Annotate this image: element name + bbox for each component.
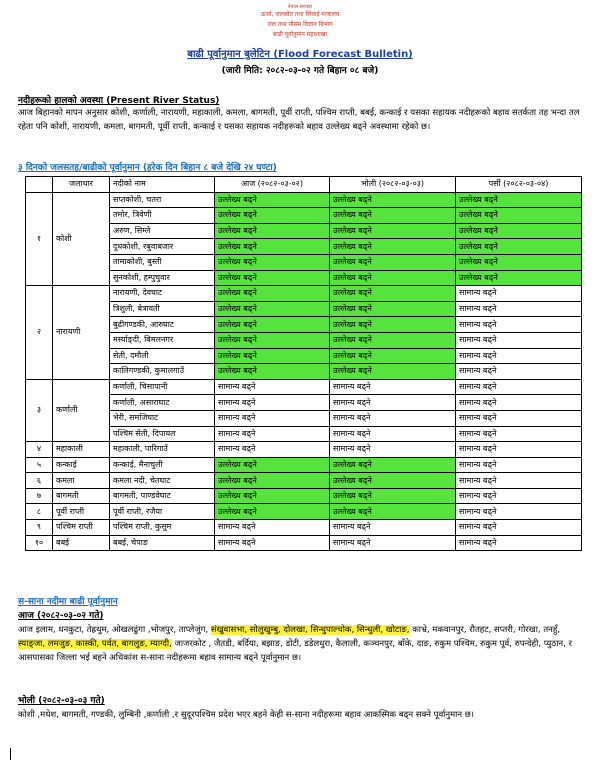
river-station: दुधकोशी, रबुवाबजार xyxy=(110,239,215,255)
forecast-cell-dayafter: सामान्य बढ्ने xyxy=(456,301,582,317)
forecast-row xyxy=(26,192,582,208)
forecast-cell-tomorrow: उल्लेख्य बढ्ने xyxy=(330,286,456,302)
forecast-cell-today: उल्लेख्य बढ्ने xyxy=(215,473,330,489)
forecast-cell-dayafter: सामान्य बढ्ने xyxy=(456,426,582,442)
forecast-cell-tomorrow: सामान्य बढ्ने xyxy=(330,426,456,442)
forecast-cell-dayafter: उल्लेख्य बढ्ने xyxy=(456,254,582,270)
river-station: महाकाली, पारिगाउँ xyxy=(110,442,215,458)
forecast-cell-tomorrow: उल्लेख्य बढ्ने xyxy=(330,348,456,364)
river-station: तामाकोशी, बुस्ती xyxy=(110,254,215,270)
header-ministry: ऊर्जा, जलस्रोत तथा सिंचाई मन्त्रालय xyxy=(260,11,340,18)
forecast-cell-dayafter: उल्लेख्य बढ्ने xyxy=(456,239,582,255)
forecast-cell-today: उल्लेख्य बढ्ने xyxy=(215,223,330,239)
forecast-cell-dayafter: सामान्य बढ्ने xyxy=(456,410,582,426)
forecast-cell-dayafter: सामान्य बढ्ने xyxy=(456,520,582,536)
river-station: अरुण, सिम्ले xyxy=(110,223,215,239)
basin-name: कर्णाली xyxy=(53,379,110,441)
issue-date: (जारी मिति: २०८२-०३-०२ गते बिहान ०८ बजे) xyxy=(221,66,379,76)
river-status-heading: नदीहरूको हालको अवस्था (Present River Status) xyxy=(18,96,220,106)
forecast-cell-today: उल्लेख्य बढ्ने xyxy=(215,254,330,270)
basin-name: पश्चिम राप्ती xyxy=(53,520,110,536)
forecast-row xyxy=(26,332,582,348)
forecast-heading: ३ दिनको जलसतह/बाढीको पूर्वानुमान (हरेक दिन बिहान ८ बजे देखि २४ घण्टा) xyxy=(18,163,277,173)
forecast-cell-today: उल्लेख्य बढ्ने xyxy=(215,286,330,302)
basin-name: पूर्वी राप्ती xyxy=(53,504,110,520)
forecast-cell-tomorrow: उल्लेख्य बढ्ने xyxy=(330,192,456,208)
header-government: नेपाल सरकार xyxy=(287,4,313,10)
basin-number: ६ xyxy=(26,473,53,489)
forecast-cell-tomorrow: उल्लेख्य बढ्ने xyxy=(330,239,456,255)
forecast-row xyxy=(26,286,582,302)
forecast-cell-tomorrow: उल्लेख्य बढ्ने xyxy=(330,317,456,333)
forecast-cell-tomorrow: सामान्य बढ्ने xyxy=(330,535,456,551)
forecast-cell-dayafter: सामान्य बढ्ने xyxy=(456,379,582,395)
forecast-cell-dayafter: सामान्य बढ्ने xyxy=(456,473,582,489)
forecast-row xyxy=(26,535,582,551)
today-districts-1: आज इलाम, धनकुटा, तेह्रथुम, ओखलढुंगा ,भोजपुर, ताप्लेजुंग, xyxy=(18,625,211,635)
basin-number: १ xyxy=(26,192,53,286)
forecast-row xyxy=(26,520,582,536)
river-station: बुढीगण्डकी, आरुघाट xyxy=(110,317,215,333)
river-station: पश्चिम सेती, दिपायल xyxy=(110,426,215,442)
forecast-cell-dayafter: उल्लेख्य बढ्ने xyxy=(456,192,582,208)
forecast-cell-today: उल्लेख्य बढ्ने xyxy=(215,317,330,333)
river-station: तमोर, त्रिवेणी xyxy=(110,208,215,224)
basin-number: ४ xyxy=(26,442,53,458)
river-station: पश्चिम राप्ती, कुसुम xyxy=(110,520,215,536)
forecast-cell-today: सामान्य बढ्ने xyxy=(215,520,330,536)
basin-number: ७ xyxy=(26,488,53,504)
forecast-row xyxy=(26,364,582,380)
basin-name: बबई xyxy=(53,535,110,551)
forecast-table xyxy=(25,176,582,551)
small-rivers-today-label: आज (२०८२-०३-०२ गते) xyxy=(18,611,104,621)
forecast-cell-dayafter: सामान्य बढ्ने xyxy=(456,395,582,411)
header-division: बाढी पूर्वानुमान महाशाखा xyxy=(272,31,328,38)
forecast-cell-tomorrow: उल्लेख्य बढ्ने xyxy=(330,270,456,286)
basin-name: कमला xyxy=(53,473,110,489)
forecast-cell-tomorrow: सामान्य बढ्ने xyxy=(330,442,456,458)
basin-name: कन्काई xyxy=(53,457,110,473)
basin-name: महाकाली xyxy=(53,442,110,458)
forecast-row xyxy=(26,426,582,442)
forecast-cell-tomorrow: उल्लेख्य बढ्ने xyxy=(330,208,456,224)
small-rivers-heading: स-साना नदीमा बाढी पूर्वानुमान xyxy=(18,597,118,607)
margin-mark xyxy=(10,748,11,760)
forecast-cell-dayafter: सामान्य बढ्ने xyxy=(456,348,582,364)
forecast-cell-tomorrow: सामान्य बढ्ने xyxy=(330,395,456,411)
small-rivers-tomorrow-text: कोशी ,मधेश, बागमती, गण्डकी, लुम्बिनी ,कर्णाली ,र सुदूरपश्चिम प्रदेश भएर बहने केही स-साना नदीहरूमा बहाव आकस्मिक बढ्न सक्ने पूर्वानुमान छ। xyxy=(18,710,474,720)
forecast-cell-tomorrow: उल्लेख्य बढ्ने xyxy=(330,504,456,520)
basin-number: ८ xyxy=(26,504,53,520)
river-status-text: आज बिहानको मापन अनुसार कोशी, कर्णाली, नारायणी, महाकाली, कमला, बागमती, पूर्वी राप्ती, पश्चिम राप्ती, बबई, कन्काई र यसका सहायक नदीहरूको बहाव सतर्कता तह भन्दा तल रहेता पनि कोशी, नारायणी, कमला, बागमती, पूर्वी राप्ती, कन्काई र यसका सहायक नदीहरूको बहाव उल्लेख्य बढ्ने अवस्थामा रहेको छ। xyxy=(18,108,580,132)
bulletin-title: बाढी पूर्वानुमान बुलेटिन (Flood Forecast Bulletin) xyxy=(187,49,413,60)
forecast-row xyxy=(26,223,582,239)
river-station: सप्तकोशी, चतरा xyxy=(110,192,215,208)
col-header-basin: जलाधार xyxy=(53,177,110,193)
forecast-cell-dayafter: सामान्य बढ्ने xyxy=(456,364,582,380)
forecast-cell-dayafter: सामान्य बढ्ने xyxy=(456,457,582,473)
basin-number: २ xyxy=(26,286,53,380)
forecast-cell-tomorrow: उल्लेख्य बढ्ने xyxy=(330,301,456,317)
river-station: बबई, चेपाङ xyxy=(110,535,215,551)
forecast-cell-dayafter: सामान्य बढ्ने xyxy=(456,442,582,458)
forecast-row xyxy=(26,254,582,270)
today-districts-3: जाजरकोट , जैतडी, बर्दिया, बझाङ, डोटी, डडेलधुरा, कैलाली, कञ्चनपुर, बाँके, दाङ, रुकुम पश्चिम, रुकुम पूर्व, रुपन्देही, प्युठान, र आसपासका जिल्ला भई बहने अधिकांश स-साना नदीहरूमा बहाव सामान्य बढ्ने पूर्वानुमान छ। xyxy=(18,639,573,663)
forecast-cell-today: सामान्य बढ्ने xyxy=(215,535,330,551)
forecast-cell-today: उल्लेख्य बढ्ने xyxy=(215,239,330,255)
forecast-cell-today: उल्लेख्य बढ्ने xyxy=(215,208,330,224)
river-station: भेरी, समजिघाट xyxy=(110,410,215,426)
forecast-cell-tomorrow: सामान्य बढ्ने xyxy=(330,379,456,395)
today-districts-highlight-1: संखुवासभा, सोलुखुम्बु, दोलखा, सिन्धुपाल्चोक, सिन्धुली, खोटाङ, xyxy=(210,625,410,635)
small-rivers-today-text xyxy=(18,623,588,665)
forecast-row xyxy=(26,410,582,426)
forecast-cell-today: सामान्य बढ्ने xyxy=(215,442,330,458)
col-header-sn xyxy=(26,177,53,193)
basin-number: ९ xyxy=(26,520,53,536)
river-station: कालिगण्डकी, कुमालगाउँ xyxy=(110,364,215,380)
river-station: सुनकोशी, हम्पुचुवार xyxy=(110,270,215,286)
forecast-cell-today: सामान्य बढ्ने xyxy=(215,395,330,411)
forecast-header-row xyxy=(26,177,582,193)
basin-name: कोशी xyxy=(53,192,110,286)
forecast-cell-tomorrow: उल्लेख्य बढ्ने xyxy=(330,488,456,504)
forecast-cell-tomorrow: सामान्य बढ्ने xyxy=(330,520,456,536)
forecast-cell-dayafter: उल्लेख्य बढ्ने xyxy=(456,223,582,239)
forecast-cell-dayafter: सामान्य बढ्ने xyxy=(456,535,582,551)
forecast-cell-tomorrow: उल्लेख्य बढ्ने xyxy=(330,332,456,348)
forecast-row xyxy=(26,208,582,224)
header-department: जल तथा मौसम विज्ञान विभाग xyxy=(267,21,333,28)
river-station: त्रिशुली, बेत्रावती xyxy=(110,301,215,317)
forecast-cell-dayafter: उल्लेख्य बढ्ने xyxy=(456,208,582,224)
today-districts-highlight-2: स्याङ्जा, लमजुङ, कास्की, पर्वत, बागलुङ, म्याग्दी, xyxy=(18,639,172,649)
basin-number: ५ xyxy=(26,457,53,473)
forecast-table-body xyxy=(26,192,582,551)
forecast-cell-today: सामान्य बढ्ने xyxy=(215,426,330,442)
small-rivers-tomorrow-label: भोली (२०८२-०३-०३ गते) xyxy=(18,696,105,706)
forecast-row xyxy=(26,473,582,489)
river-station: पूर्वी राप्ती, रजैया xyxy=(110,504,215,520)
forecast-cell-tomorrow: उल्लेख्य बढ्ने xyxy=(330,457,456,473)
basin-name: नारायणी xyxy=(53,286,110,380)
river-station: कर्णाली, असाराघाट xyxy=(110,395,215,411)
col-header-river: नदीको नाम xyxy=(110,177,215,193)
forecast-cell-dayafter: सामान्य बढ्ने xyxy=(456,317,582,333)
col-header-dayafter: पर्सी (२०८२-०३-०४) xyxy=(456,177,582,193)
river-station: कर्णाली, चिसापानी xyxy=(110,379,215,395)
forecast-cell-today: उल्लेख्य बढ्ने xyxy=(215,270,330,286)
basin-number: १० xyxy=(26,535,53,551)
forecast-cell-dayafter: सामान्य बढ्ने xyxy=(456,332,582,348)
forecast-row xyxy=(26,239,582,255)
forecast-cell-today: सामान्य बढ्ने xyxy=(215,379,330,395)
forecast-cell-today: उल्लेख्य बढ्ने xyxy=(215,504,330,520)
basin-number: ३ xyxy=(26,379,53,441)
forecast-row xyxy=(26,504,582,520)
today-districts-2: काभ्रे, मकवानपुर, रौतहट, सप्तरी, गोरखा, तनहुँ, xyxy=(409,625,561,635)
forecast-row xyxy=(26,488,582,504)
forecast-row xyxy=(26,379,582,395)
forecast-cell-dayafter: उल्लेख्य बढ्ने xyxy=(456,270,582,286)
river-station: कमला नदी, चेतघाट xyxy=(110,473,215,489)
forecast-cell-today: उल्लेख्य बढ्ने xyxy=(215,364,330,380)
forecast-cell-today: उल्लेख्य बढ्ने xyxy=(215,457,330,473)
forecast-cell-today: उल्लेख्य बढ्ने xyxy=(215,332,330,348)
forecast-cell-tomorrow: उल्लेख्य बढ्ने xyxy=(330,364,456,380)
river-station: कन्काई, मैनाचुली xyxy=(110,457,215,473)
river-station: बागमती, पाण्डवेघाट xyxy=(110,488,215,504)
forecast-row xyxy=(26,301,582,317)
forecast-row xyxy=(26,270,582,286)
forecast-cell-tomorrow: उल्लेख्य बढ्ने xyxy=(330,254,456,270)
forecast-cell-today: उल्लेख्य बढ्ने xyxy=(215,348,330,364)
forecast-cell-tomorrow: उल्लेख्य बढ्ने xyxy=(330,473,456,489)
river-station: सेती, दमौली xyxy=(110,348,215,364)
forecast-cell-today: उल्लेख्य बढ्ने xyxy=(215,488,330,504)
forecast-row xyxy=(26,317,582,333)
forecast-cell-dayafter: सामान्य बढ्ने xyxy=(456,488,582,504)
forecast-row xyxy=(26,395,582,411)
forecast-cell-dayafter: सामान्य बढ्ने xyxy=(456,286,582,302)
forecast-cell-today: उल्लेख्य बढ्ने xyxy=(215,192,330,208)
river-station: मर्स्याङ्दी, बिमलनगर xyxy=(110,332,215,348)
forecast-row xyxy=(26,442,582,458)
forecast-cell-today: उल्लेख्य बढ्ने xyxy=(215,301,330,317)
forecast-row xyxy=(26,457,582,473)
river-station: नारायणी, देवघाट xyxy=(110,286,215,302)
forecast-cell-tomorrow: उल्लेख्य बढ्ने xyxy=(330,223,456,239)
col-header-tomorrow: भोली (२०८२-०३-०३) xyxy=(330,177,456,193)
basin-name: बागमती xyxy=(53,488,110,504)
forecast-cell-today: सामान्य बढ्ने xyxy=(215,410,330,426)
forecast-cell-tomorrow: सामान्य बढ्ने xyxy=(330,410,456,426)
col-header-today: आज (२०८२-०३-०२) xyxy=(215,177,330,193)
forecast-row xyxy=(26,348,582,364)
forecast-cell-dayafter: सामान्य बढ्ने xyxy=(456,504,582,520)
